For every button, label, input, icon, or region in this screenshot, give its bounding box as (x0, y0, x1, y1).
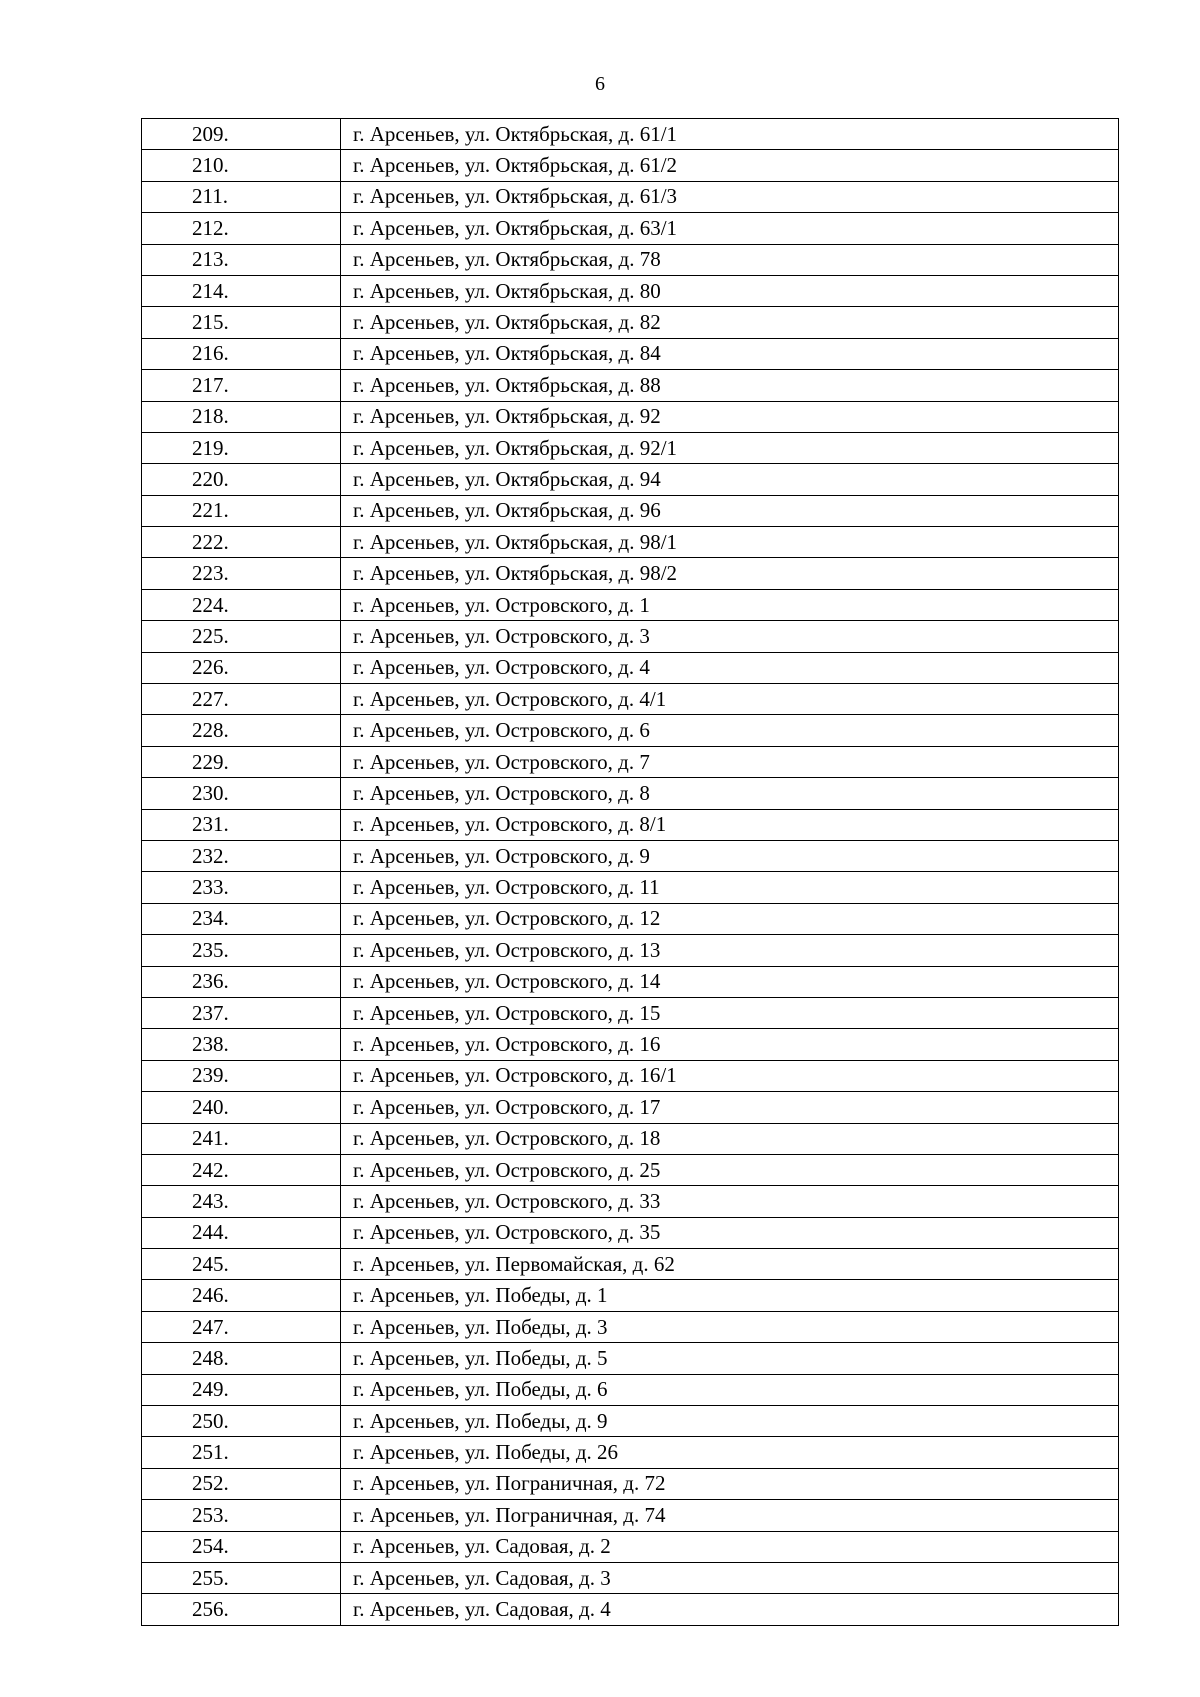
table-row (142, 684, 1119, 715)
table-row (142, 746, 1119, 777)
table-row (142, 1311, 1119, 1342)
address-cell: г. Арсеньев, ул. Островского, д. 1 (341, 589, 1119, 620)
address-cell: г. Арсеньев, ул. Островского, д. 4/1 (341, 684, 1119, 715)
table-row (142, 432, 1119, 463)
table-row (142, 1123, 1119, 1154)
address-cell: г. Арсеньев, ул. Октябрьская, д. 98/2 (341, 558, 1119, 589)
address-cell: г. Арсеньев, ул. Октябрьская, д. 82 (341, 307, 1119, 338)
address-table-body (142, 119, 1119, 1626)
table-row (142, 809, 1119, 840)
address-cell: г. Арсеньев, ул. Островского, д. 25 (341, 1154, 1119, 1185)
table-row (142, 997, 1119, 1028)
row-number-cell: 212. (142, 213, 341, 244)
table-row (142, 1343, 1119, 1374)
table-row (142, 1531, 1119, 1562)
table-row (142, 1500, 1119, 1531)
row-number-cell: 219. (142, 432, 341, 463)
row-number-cell: 221. (142, 495, 341, 526)
address-cell: г. Арсеньев, ул. Островского, д. 3 (341, 621, 1119, 652)
row-number-cell: 216. (142, 338, 341, 369)
address-cell: г. Арсеньев, ул. Победы, д. 26 (341, 1437, 1119, 1468)
address-cell: г. Арсеньев, ул. Островского, д. 35 (341, 1217, 1119, 1248)
row-number-cell: 211. (142, 181, 341, 212)
address-cell: г. Арсеньев, ул. Октябрьская, д. 78 (341, 244, 1119, 275)
table-row (142, 1280, 1119, 1311)
row-number-cell: 214. (142, 275, 341, 306)
row-number-cell: 222. (142, 527, 341, 558)
table-row (142, 338, 1119, 369)
table-row (142, 840, 1119, 871)
row-number-cell: 233. (142, 872, 341, 903)
address-cell: г. Арсеньев, ул. Островского, д. 33 (341, 1186, 1119, 1217)
row-number-cell: 230. (142, 778, 341, 809)
row-number-cell: 253. (142, 1500, 341, 1531)
address-cell: г. Арсеньев, ул. Пограничная, д. 72 (341, 1468, 1119, 1499)
row-number-cell: 228. (142, 715, 341, 746)
address-cell: г. Арсеньев, ул. Победы, д. 5 (341, 1343, 1119, 1374)
address-cell: г. Арсеньев, ул. Октябрьская, д. 94 (341, 464, 1119, 495)
table-row (142, 1562, 1119, 1593)
table-row (142, 652, 1119, 683)
row-number-cell: 243. (142, 1186, 341, 1217)
table-row (142, 244, 1119, 275)
address-cell: г. Арсеньев, ул. Пограничная, д. 74 (341, 1500, 1119, 1531)
address-cell: г. Арсеньев, ул. Октябрьская, д. 61/3 (341, 181, 1119, 212)
row-number-cell: 225. (142, 621, 341, 652)
table-row (142, 935, 1119, 966)
address-cell: г. Арсеньев, ул. Садовая, д. 3 (341, 1562, 1119, 1593)
table-row (142, 1029, 1119, 1060)
address-cell: г. Арсеньев, ул. Островского, д. 15 (341, 997, 1119, 1028)
address-cell: г. Арсеньев, ул. Садовая, д. 2 (341, 1531, 1119, 1562)
address-cell: г. Арсеньев, ул. Октябрьская, д. 92/1 (341, 432, 1119, 463)
table-row (142, 213, 1119, 244)
row-number-cell: 232. (142, 840, 341, 871)
address-cell: г. Арсеньев, ул. Октябрьская, д. 88 (341, 370, 1119, 401)
address-cell: г. Арсеньев, ул. Островского, д. 16 (341, 1029, 1119, 1060)
table-row (142, 464, 1119, 495)
row-number-cell: 250. (142, 1406, 341, 1437)
address-cell: г. Арсеньев, ул. Октябрьская, д. 63/1 (341, 213, 1119, 244)
address-cell: г. Арсеньев, ул. Островского, д. 12 (341, 903, 1119, 934)
row-number-cell: 224. (142, 589, 341, 620)
row-number-cell: 252. (142, 1468, 341, 1499)
row-number-cell: 235. (142, 935, 341, 966)
address-cell: г. Арсеньев, ул. Октябрьская, д. 61/1 (341, 119, 1119, 150)
address-cell: г. Арсеньев, ул. Островского, д. 6 (341, 715, 1119, 746)
table-row (142, 778, 1119, 809)
row-number-cell: 218. (142, 401, 341, 432)
table-row (142, 1406, 1119, 1437)
row-number-cell: 241. (142, 1123, 341, 1154)
table-row (142, 621, 1119, 652)
table-row (142, 181, 1119, 212)
address-cell: г. Арсеньев, ул. Островского, д. 7 (341, 746, 1119, 777)
table-row (142, 715, 1119, 746)
address-cell: г. Арсеньев, ул. Островского, д. 18 (341, 1123, 1119, 1154)
table-row (142, 307, 1119, 338)
table-row (142, 150, 1119, 181)
address-cell: г. Арсеньев, ул. Садовая, д. 4 (341, 1594, 1119, 1625)
row-number-cell: 248. (142, 1343, 341, 1374)
row-number-cell: 249. (142, 1374, 341, 1405)
row-number-cell: 245. (142, 1249, 341, 1280)
address-cell: г. Арсеньев, ул. Победы, д. 3 (341, 1311, 1119, 1342)
address-cell: г. Арсеньев, ул. Островского, д. 16/1 (341, 1060, 1119, 1091)
row-number-cell: 256. (142, 1594, 341, 1625)
row-number-cell: 242. (142, 1154, 341, 1185)
table-row (142, 1594, 1119, 1625)
table-row (142, 119, 1119, 150)
row-number-cell: 215. (142, 307, 341, 338)
address-cell: г. Арсеньев, ул. Островского, д. 13 (341, 935, 1119, 966)
row-number-cell: 246. (142, 1280, 341, 1311)
address-cell: г. Арсеньев, ул. Островского, д. 4 (341, 652, 1119, 683)
row-number-cell: 226. (142, 652, 341, 683)
address-cell: г. Арсеньев, ул. Островского, д. 14 (341, 966, 1119, 997)
row-number-cell: 229. (142, 746, 341, 777)
table-row (142, 370, 1119, 401)
table-row (142, 872, 1119, 903)
address-cell: г. Арсеньев, ул. Октябрьская, д. 98/1 (341, 527, 1119, 558)
row-number-cell: 231. (142, 809, 341, 840)
address-cell: г. Арсеньев, ул. Первомайская, д. 62 (341, 1249, 1119, 1280)
table-row (142, 401, 1119, 432)
address-cell: г. Арсеньев, ул. Островского, д. 8 (341, 778, 1119, 809)
table-row (142, 903, 1119, 934)
page-number: 6 (595, 73, 605, 95)
table-row (142, 495, 1119, 526)
row-number-cell: 210. (142, 150, 341, 181)
address-cell: г. Арсеньев, ул. Победы, д. 9 (341, 1406, 1119, 1437)
address-cell: г. Арсеньев, ул. Октябрьская, д. 92 (341, 401, 1119, 432)
address-cell: г. Арсеньев, ул. Октябрьская, д. 96 (341, 495, 1119, 526)
table-row (142, 966, 1119, 997)
row-number-cell: 237. (142, 997, 341, 1028)
row-number-cell: 217. (142, 370, 341, 401)
table-row (142, 527, 1119, 558)
table-row (142, 558, 1119, 589)
address-table (141, 118, 1119, 1626)
row-number-cell: 238. (142, 1029, 341, 1060)
address-cell: г. Арсеньев, ул. Островского, д. 17 (341, 1092, 1119, 1123)
address-cell: г. Арсеньев, ул. Победы, д. 1 (341, 1280, 1119, 1311)
row-number-cell: 239. (142, 1060, 341, 1091)
row-number-cell: 236. (142, 966, 341, 997)
address-cell: г. Арсеньев, ул. Победы, д. 6 (341, 1374, 1119, 1405)
address-cell: г. Арсеньев, ул. Островского, д. 8/1 (341, 809, 1119, 840)
table-row (142, 275, 1119, 306)
row-number-cell: 240. (142, 1092, 341, 1123)
row-number-cell: 209. (142, 119, 341, 150)
row-number-cell: 254. (142, 1531, 341, 1562)
row-number-cell: 227. (142, 684, 341, 715)
address-cell: г. Арсеньев, ул. Островского, д. 9 (341, 840, 1119, 871)
row-number-cell: 255. (142, 1562, 341, 1593)
row-number-cell: 213. (142, 244, 341, 275)
address-cell: г. Арсеньев, ул. Октябрьская, д. 80 (341, 275, 1119, 306)
table-row (142, 1060, 1119, 1091)
row-number-cell: 234. (142, 903, 341, 934)
table-row (142, 1249, 1119, 1280)
table-row (142, 1437, 1119, 1468)
table-row (142, 589, 1119, 620)
table-row (142, 1374, 1119, 1405)
row-number-cell: 223. (142, 558, 341, 589)
table-row (142, 1468, 1119, 1499)
row-number-cell: 220. (142, 464, 341, 495)
table-row (142, 1154, 1119, 1185)
address-cell: г. Арсеньев, ул. Островского, д. 11 (341, 872, 1119, 903)
address-cell: г. Арсеньев, ул. Октябрьская, д. 61/2 (341, 150, 1119, 181)
address-cell: г. Арсеньев, ул. Октябрьская, д. 84 (341, 338, 1119, 369)
table-row (142, 1217, 1119, 1248)
row-number-cell: 247. (142, 1311, 341, 1342)
table-row (142, 1092, 1119, 1123)
table-row (142, 1186, 1119, 1217)
row-number-cell: 251. (142, 1437, 341, 1468)
row-number-cell: 244. (142, 1217, 341, 1248)
